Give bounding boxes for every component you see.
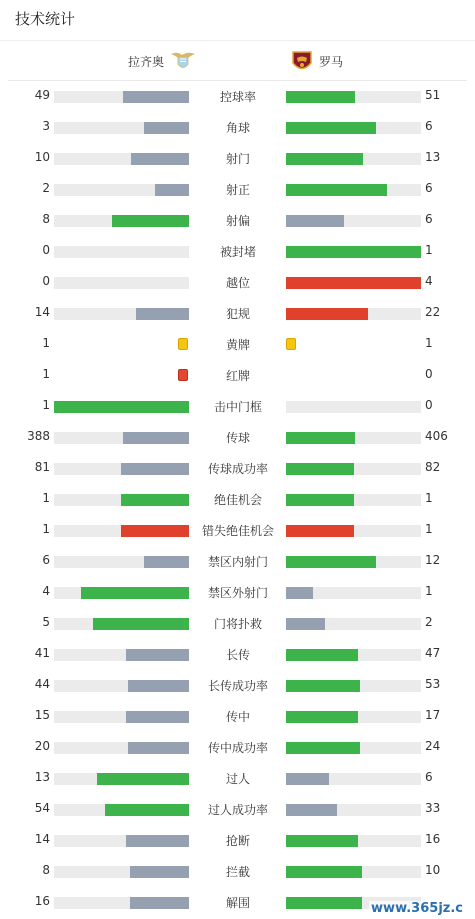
home-stat-value: 49 [34, 88, 50, 102]
away-bar-fill [286, 742, 360, 754]
home-stat-value: 4 [42, 584, 50, 598]
home-stat-value: 1 [42, 491, 50, 505]
away-stat-bar [286, 246, 421, 258]
home-stat-bar [54, 91, 189, 103]
away-stat-value: 0 [425, 398, 433, 412]
team-header [8, 42, 467, 81]
home-stat-value: 3 [42, 119, 50, 133]
home-bar-fill [126, 711, 189, 723]
home-bar-fill [136, 308, 189, 320]
away-stat-bar [286, 277, 421, 289]
stat-label: 错失绝佳机会 [201, 524, 274, 538]
home-stat-bar [54, 494, 189, 506]
home-stat-bar [54, 122, 189, 134]
away-stat-value: 6 [425, 119, 433, 133]
stat-label: 红牌 [225, 369, 250, 383]
away-stat-bar [286, 153, 421, 165]
stat-label: 绝佳机会 [213, 493, 262, 507]
home-stat-bar [54, 711, 189, 723]
away-bar-fill [286, 463, 354, 475]
away-stat-value: 1 [425, 584, 433, 598]
home-bar-fill [81, 587, 189, 599]
away-stat-bar [286, 835, 421, 847]
home-stat-bar [54, 804, 189, 816]
home-bar-fill [97, 773, 189, 785]
away-stat-value: 53 [425, 677, 441, 691]
home-bar-fill [121, 494, 189, 506]
stat-row [0, 453, 475, 484]
yellow-card-icon [286, 338, 296, 350]
stat-row [0, 577, 475, 608]
away-stat-bar [286, 401, 421, 413]
home-stat-value: 16 [34, 894, 50, 908]
away-bar-fill [286, 432, 355, 444]
stat-label: 射正 [225, 183, 250, 197]
stat-row [0, 174, 475, 205]
away-stat-value: 51 [425, 88, 441, 102]
away-stat-value: 6 [425, 181, 433, 195]
away-bar-fill [286, 215, 344, 227]
away-stat-value: 12 [425, 553, 441, 567]
stat-label: 越位 [225, 276, 250, 290]
stat-label: 射偏 [225, 214, 250, 228]
home-stat-value: 81 [34, 460, 50, 474]
away-stat-bar [286, 711, 421, 723]
home-stat-value: 14 [34, 305, 50, 319]
away-bar-fill [286, 246, 421, 258]
away-stat-bar [286, 556, 421, 568]
away-stat-value: 6 [425, 212, 433, 226]
stat-row [0, 112, 475, 143]
away-bar-fill [286, 184, 387, 196]
away-stat-bar [286, 587, 421, 599]
home-bar-fill [112, 215, 189, 227]
stat-row [0, 763, 475, 794]
stat-label: 传中 [225, 710, 250, 724]
home-stat-value: 0 [42, 274, 50, 288]
away-stat-value: 6 [425, 770, 433, 784]
stat-label: 拦截 [225, 865, 250, 879]
away-stat-value: 4 [425, 274, 433, 288]
stat-label: 过人成功率 [207, 803, 268, 817]
away-stat-value: 406 [425, 429, 448, 443]
home-stat-value: 15 [34, 708, 50, 722]
home-stat-bar [54, 246, 189, 258]
home-stat-value: 54 [34, 801, 50, 815]
home-stat-value: 2 [42, 181, 50, 195]
home-stat-bar [54, 680, 189, 692]
away-stat-value: 13 [425, 150, 441, 164]
away-stat-bar [286, 680, 421, 692]
home-bar-fill [130, 897, 189, 909]
stat-row [0, 856, 475, 887]
stat-row [0, 143, 475, 174]
stat-row [0, 267, 475, 298]
stat-row [0, 360, 475, 391]
home-stat-bar [54, 773, 189, 785]
home-bar-fill [130, 866, 189, 878]
stat-row [0, 205, 475, 236]
home-bar-fill [93, 618, 189, 630]
away-stat-bar [286, 122, 421, 134]
stat-row [0, 329, 475, 360]
away-stat-value: 0 [425, 367, 433, 381]
home-stat-bar [54, 742, 189, 754]
away-stat-value: 1 [425, 336, 433, 350]
away-bar-fill [286, 122, 376, 134]
home-stat-value: 1 [42, 522, 50, 536]
home-stat-bar [54, 432, 189, 444]
home-bar-fill [155, 184, 189, 196]
stat-row [0, 825, 475, 856]
stat-label: 犯规 [225, 307, 250, 321]
home-bar-fill [144, 556, 189, 568]
away-bar-fill [286, 494, 354, 506]
stats-list [0, 81, 475, 918]
stat-row [0, 515, 475, 546]
stat-row [0, 732, 475, 763]
home-stat-value: 1 [42, 367, 50, 381]
away-stat-value: 1 [425, 243, 433, 257]
stat-row [0, 546, 475, 577]
home-bar-fill [123, 432, 189, 444]
home-stat-value: 8 [42, 863, 50, 877]
home-stat-bar [54, 215, 189, 227]
home-stat-bar [54, 866, 189, 878]
home-stat-bar [54, 556, 189, 568]
home-stat-bar [54, 277, 189, 289]
home-stat-bar [54, 587, 189, 599]
away-bar-fill [286, 618, 325, 630]
away-stat-bar [286, 804, 421, 816]
away-bar-fill [286, 91, 355, 103]
away-bar-fill [286, 556, 376, 568]
away-bar-fill [286, 308, 368, 320]
stat-row [0, 484, 475, 515]
home-stat-value: 0 [42, 243, 50, 257]
away-bar-fill [286, 773, 329, 785]
away-stat-value: 2 [425, 615, 433, 629]
away-bar-fill [286, 277, 421, 289]
stat-row [0, 701, 475, 732]
home-stat-value: 6 [42, 553, 50, 567]
yellow-card-icon [178, 338, 188, 350]
home-stat-value: 8 [42, 212, 50, 226]
stat-label: 长传成功率 [207, 679, 268, 693]
stat-label: 传球成功率 [207, 462, 268, 476]
home-stat-value: 1 [42, 398, 50, 412]
away-stat-bar [286, 742, 421, 754]
home-stat-bar [54, 897, 189, 909]
home-bar-fill [126, 835, 189, 847]
stat-label: 被封堵 [219, 245, 256, 259]
away-team[interactable] [291, 42, 343, 80]
away-stat-bar [286, 184, 421, 196]
home-bar-fill [54, 401, 189, 413]
home-bar-fill [128, 680, 189, 692]
stat-label: 抢断 [225, 834, 250, 848]
away-stat-bar [286, 432, 421, 444]
away-stat-bar [286, 494, 421, 506]
divider [0, 40, 475, 41]
away-stat-value: 33 [425, 801, 441, 815]
stat-row [0, 422, 475, 453]
away-bar-fill [286, 587, 313, 599]
home-bar-fill [131, 153, 189, 165]
away-bar-fill [286, 153, 363, 165]
home-stat-bar [54, 525, 189, 537]
away-stat-value: 10 [425, 863, 441, 877]
home-stat-bar [54, 401, 189, 413]
stat-row [0, 81, 475, 112]
home-bar-fill [121, 525, 189, 537]
home-stat-bar [54, 153, 189, 165]
stat-row [0, 794, 475, 825]
away-bar-fill [286, 897, 362, 909]
roma-crest-icon [291, 50, 313, 72]
stat-row [0, 639, 475, 670]
away-stat-value: 16 [425, 832, 441, 846]
away-bar-fill [286, 835, 358, 847]
stat-label: 击中门框 [213, 400, 262, 414]
red-card-icon [178, 369, 188, 381]
away-bar-fill [286, 649, 358, 661]
stat-label: 传球 [225, 431, 250, 445]
stat-row [0, 236, 475, 267]
page-title: 技术统计 [15, 10, 76, 28]
home-stat-value: 20 [34, 739, 50, 753]
home-stat-value: 14 [34, 832, 50, 846]
away-stat-bar [286, 463, 421, 475]
home-stat-bar [54, 184, 189, 196]
stat-row [0, 608, 475, 639]
away-stat-value: 1 [425, 491, 433, 505]
away-stat-bar [286, 649, 421, 661]
home-stat-bar [54, 835, 189, 847]
lazio-crest-icon [170, 50, 192, 72]
stat-label: 角球 [225, 121, 250, 135]
home-team[interactable] [128, 42, 192, 80]
away-stat-value: 1 [425, 522, 433, 536]
home-bar-fill [144, 122, 189, 134]
stat-label: 过人 [225, 772, 250, 786]
away-stat-value: 24 [425, 739, 441, 753]
away-bar-fill [286, 804, 337, 816]
away-stat-value: 82 [425, 460, 441, 474]
away-team-name: 罗马 [319, 54, 344, 69]
away-stat-bar [286, 215, 421, 227]
home-stat-value: 1 [42, 336, 50, 350]
away-stat-value: 22 [425, 305, 441, 319]
away-stat-bar [286, 308, 421, 320]
stat-row [0, 670, 475, 701]
home-bar-fill [121, 463, 189, 475]
away-stat-value: 17 [425, 708, 441, 722]
stat-label: 解围 [225, 896, 250, 910]
home-stat-value: 5 [42, 615, 50, 629]
stat-label: 长传 [225, 648, 250, 662]
stat-label: 射门 [225, 152, 250, 166]
away-bar-fill [286, 525, 354, 537]
away-stat-bar [286, 866, 421, 878]
home-bar-fill [105, 804, 189, 816]
away-bar-fill [286, 680, 360, 692]
stat-label: 禁区内射门 [207, 555, 268, 569]
home-stat-bar [54, 618, 189, 630]
home-stat-value: 10 [34, 150, 50, 164]
stat-label: 禁区外射门 [207, 586, 268, 600]
stat-label: 控球率 [219, 90, 256, 104]
away-stat-bar [286, 525, 421, 537]
away-bar-fill [286, 711, 358, 723]
home-team-name: 拉齐奥 [127, 54, 164, 69]
home-bar-fill [123, 91, 189, 103]
away-stat-bar [286, 91, 421, 103]
away-bar-fill [286, 866, 362, 878]
home-stat-bar [54, 649, 189, 661]
home-stat-bar [54, 308, 189, 320]
away-stat-bar [286, 773, 421, 785]
home-stat-value: 44 [34, 677, 50, 691]
stat-row [0, 391, 475, 422]
away-stat-bar [286, 618, 421, 630]
home-bar-fill [128, 742, 189, 754]
home-bar-fill [126, 649, 189, 661]
stat-label: 门将扑救 [213, 617, 262, 631]
away-stat-value: 47 [425, 646, 441, 660]
home-stat-value: 388 [27, 429, 50, 443]
home-stat-bar [54, 463, 189, 475]
home-stat-value: 13 [34, 770, 50, 784]
watermark: www.365jz.c [371, 901, 463, 916]
stat-label: 传中成功率 [207, 741, 268, 755]
stat-row [0, 298, 475, 329]
home-stat-value: 41 [34, 646, 50, 660]
stat-label: 黄牌 [225, 338, 250, 352]
